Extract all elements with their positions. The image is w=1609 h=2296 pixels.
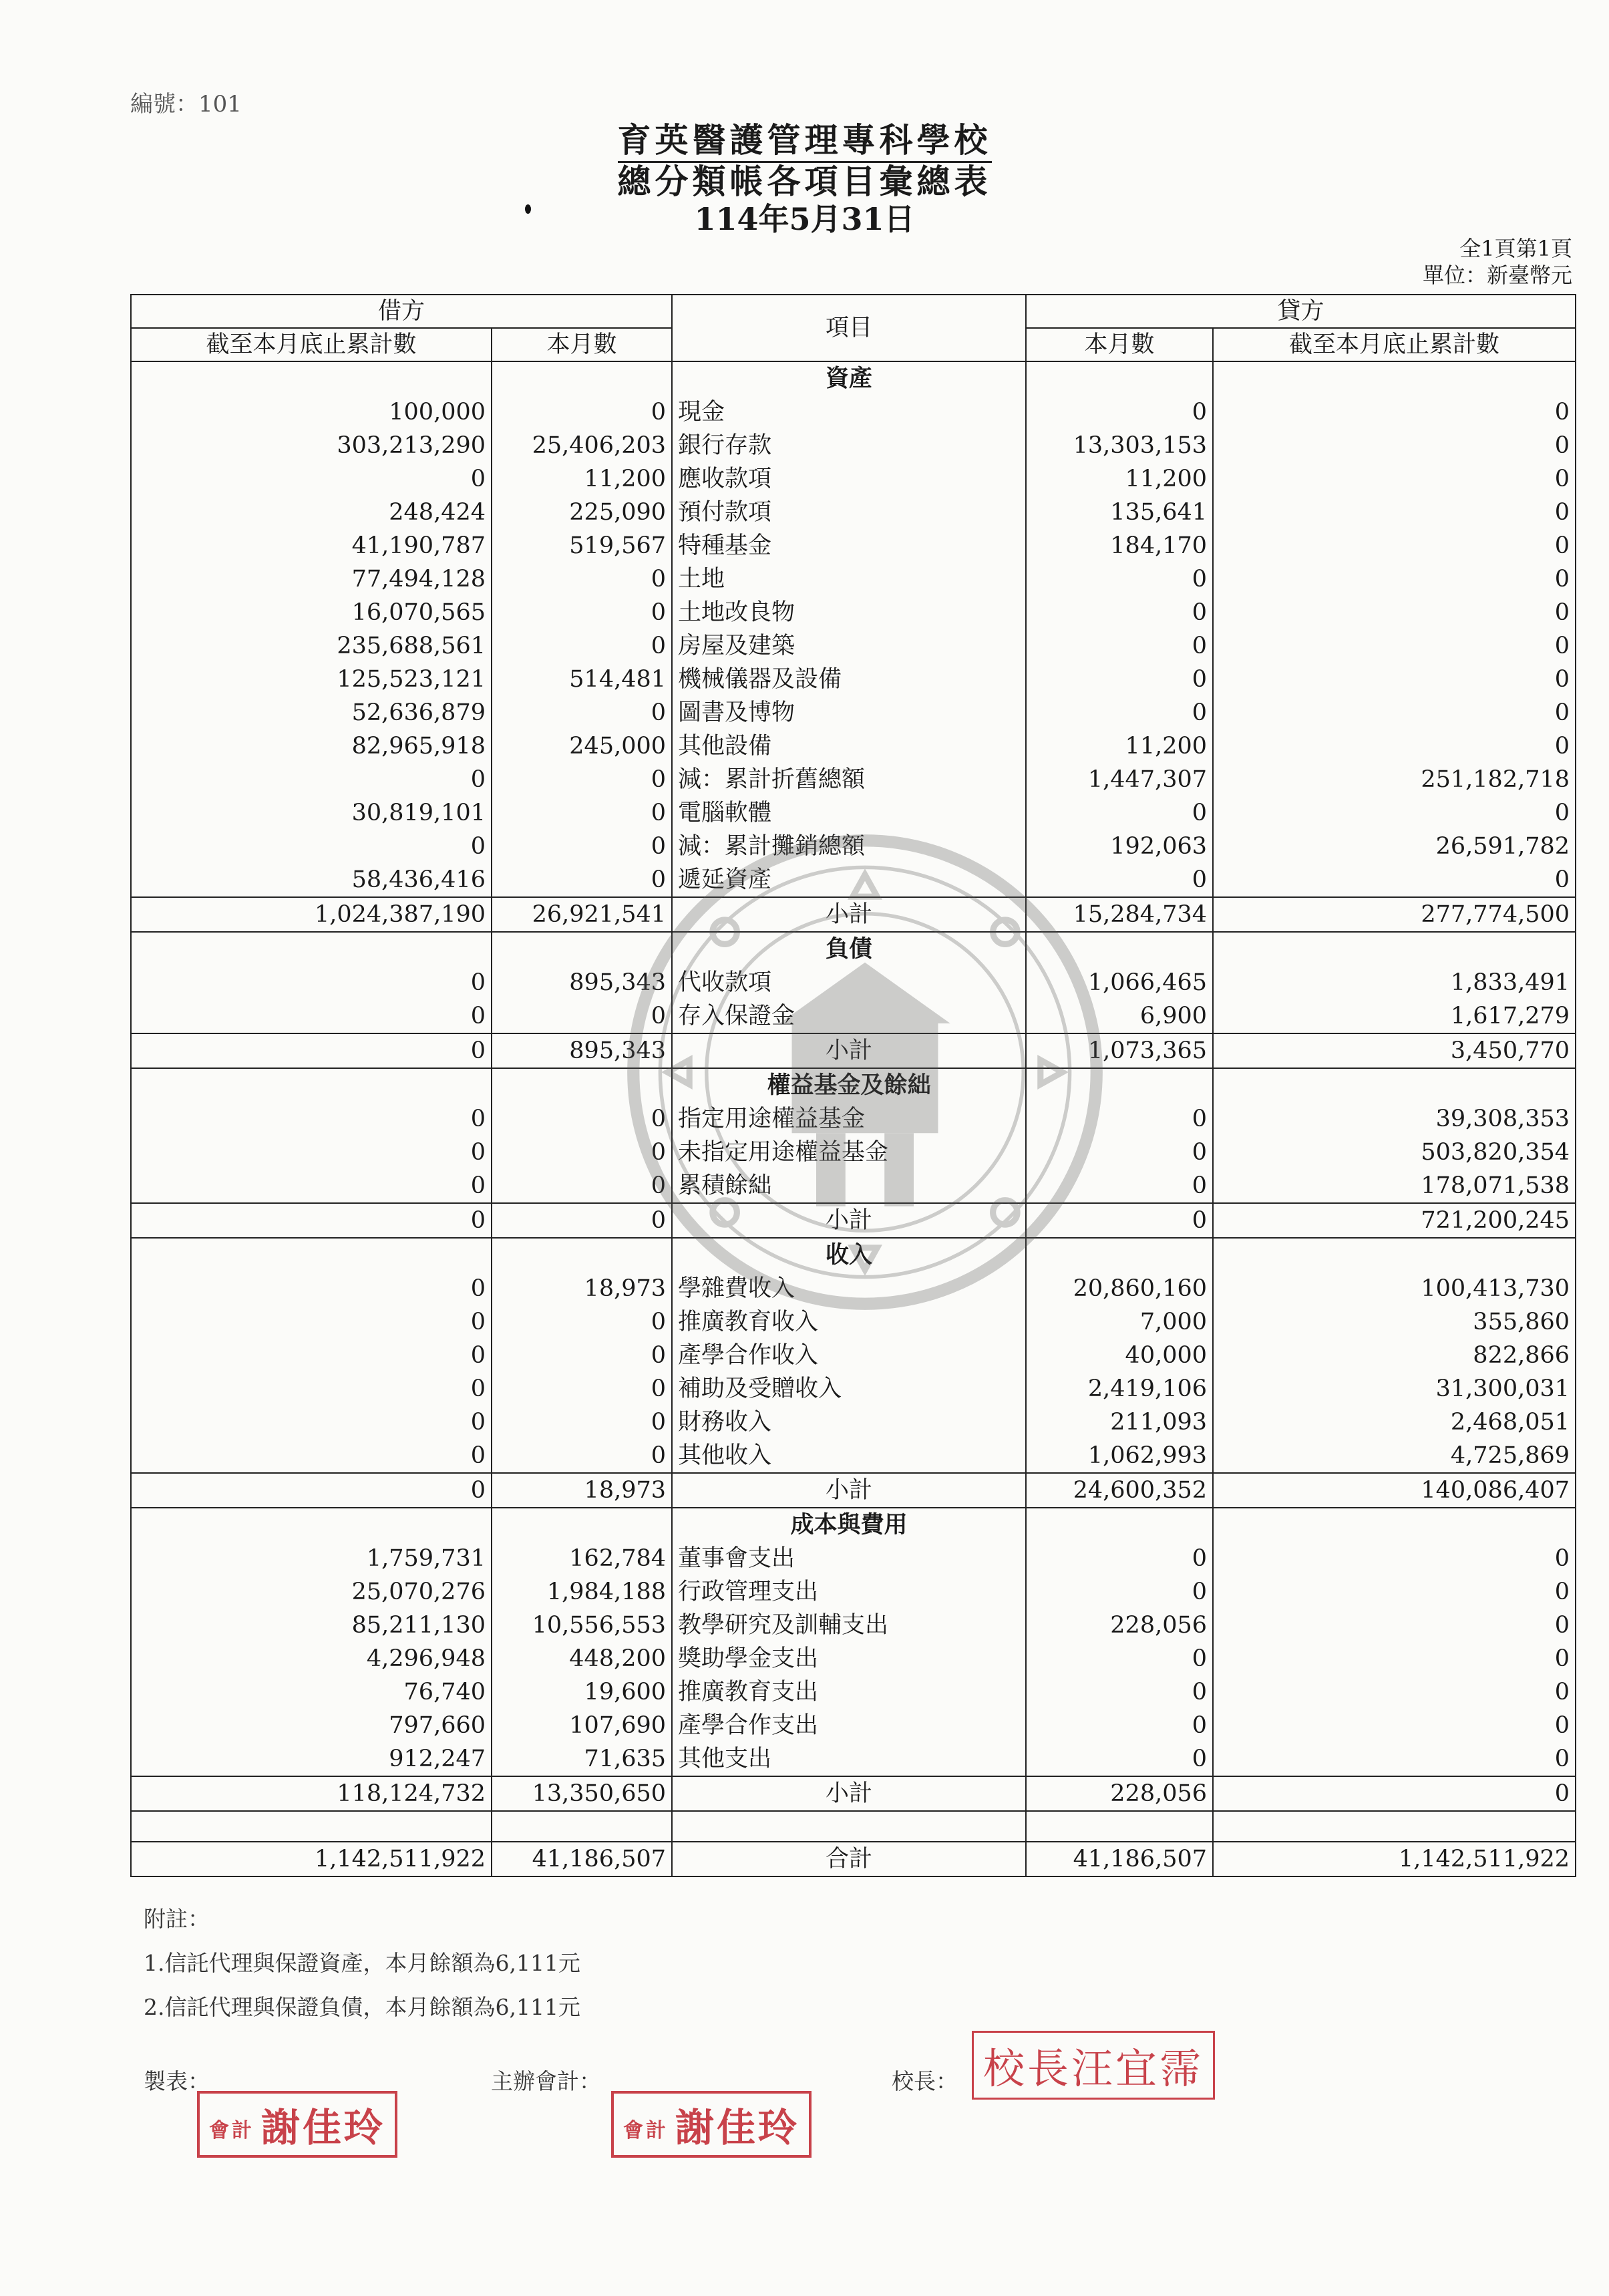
item-name: 應收款項: [672, 462, 1026, 496]
debit-monthly: 0: [492, 999, 672, 1033]
stamp-role: 會計: [209, 2119, 254, 2142]
credit-cumulative: 4,725,869: [1213, 1439, 1576, 1473]
debit-monthly: 25,406,203: [492, 429, 672, 462]
debit-cumulative: 16,070,565: [131, 596, 492, 629]
table-row: [131, 863, 1576, 897]
debit-monthly: 895,343: [492, 1033, 672, 1068]
debit-monthly: 0: [492, 1406, 672, 1439]
table-row: [131, 1609, 1576, 1642]
item-name: 小計: [672, 1033, 1026, 1068]
table-row: [131, 1542, 1576, 1575]
section-title: 收入: [672, 1238, 1026, 1272]
header-row-1: [131, 295, 1576, 328]
table-row: [131, 429, 1576, 462]
debit-cumulative: 0: [131, 1033, 492, 1068]
credit-cumulative: 31,300,031: [1213, 1372, 1576, 1406]
debit-cumulative: 77,494,128: [131, 562, 492, 596]
stamp-role: 會計: [623, 2119, 669, 2142]
table-row: [131, 596, 1576, 629]
credit-monthly: 0: [1026, 629, 1213, 663]
debit-monthly: 0: [492, 1169, 672, 1203]
item-name: 減：累計攤銷總額: [672, 830, 1026, 863]
credit-monthly: 0: [1026, 562, 1213, 596]
credit-cumulative: 0: [1213, 1642, 1576, 1675]
credit-cumulative: 0: [1213, 395, 1576, 429]
credit-cumulative: 0: [1213, 562, 1576, 596]
debit-monthly: 11,200: [492, 462, 672, 496]
credit-cumulative: 100,413,730: [1213, 1272, 1576, 1305]
item-name: 小計: [672, 1203, 1026, 1238]
credit-cumulative: 0: [1213, 1742, 1576, 1776]
credit-header: 貸方: [1026, 295, 1576, 328]
item-name: 推廣教育支出: [672, 1675, 1026, 1709]
credit-monthly: 135,641: [1026, 496, 1213, 529]
credit-monthly: 6,900: [1026, 999, 1213, 1033]
debit-cumulative: 912,247: [131, 1742, 492, 1776]
debit-monthly: 41,186,507: [492, 1842, 672, 1876]
debit-monthly: 0: [492, 696, 672, 729]
debit-monthly: 0: [492, 1305, 672, 1339]
credit-monthly: 228,056: [1026, 1609, 1213, 1642]
table-row: [131, 1339, 1576, 1372]
debit-cumulative: 0: [131, 763, 492, 796]
debit-monthly: 0: [492, 1339, 672, 1372]
credit-monthly: 0: [1026, 395, 1213, 429]
prepared-by-stamp: [197, 2091, 397, 2158]
subtotal-row: [131, 1033, 1576, 1068]
ledger-table: [130, 294, 1576, 1877]
credit-cumulative: 1,142,511,922: [1213, 1842, 1576, 1876]
item-name: 指定用途權益基金: [672, 1102, 1026, 1136]
page-info: [1423, 235, 1572, 289]
debit-cumulative: 85,211,130: [131, 1609, 492, 1642]
debit-cumulative: 248,424: [131, 496, 492, 529]
debit-monthly: 245,000: [492, 729, 672, 763]
item-name: 獎助學金支出: [672, 1642, 1026, 1675]
credit-cumulative: 1,833,491: [1213, 966, 1576, 999]
debit-monthly: 0: [492, 596, 672, 629]
item-name: 合計: [672, 1842, 1026, 1876]
credit-monthly: 211,093: [1026, 1406, 1213, 1439]
debit-cumulative: 303,213,290: [131, 429, 492, 462]
debit-cumulative: 82,965,918: [131, 729, 492, 763]
credit-cumulative: 0: [1213, 729, 1576, 763]
table-row: [131, 1709, 1576, 1742]
debit-monthly: 225,090: [492, 496, 672, 529]
credit-cumulative: 0: [1213, 1609, 1576, 1642]
credit-cumulative: 503,820,354: [1213, 1136, 1576, 1169]
table-row: [131, 496, 1576, 529]
principal-label: 校長：: [892, 2068, 958, 2094]
item-name: 圖書及博物: [672, 696, 1026, 729]
credit-cumulative: 0: [1213, 462, 1576, 496]
notes-label: 附註：: [144, 1906, 210, 1932]
credit-monthly: 0: [1026, 1542, 1213, 1575]
section-title: 成本與費用: [672, 1508, 1026, 1542]
total-row: [131, 1842, 1576, 1876]
debit-monthly: 162,784: [492, 1542, 672, 1575]
debit-cumulative: 0: [131, 1372, 492, 1406]
debit-monthly: 1,984,188: [492, 1575, 672, 1609]
credit-monthly: 0: [1026, 1136, 1213, 1169]
debit-monthly: 0: [492, 763, 672, 796]
credit-cumulative: 0: [1213, 863, 1576, 897]
table-row: [131, 1439, 1576, 1473]
credit-cumulative: 3,450,770: [1213, 1033, 1576, 1068]
credit-monthly: 24,600,352: [1026, 1473, 1213, 1508]
table-row: [131, 529, 1576, 562]
note-item: 2.信託代理與保證負債，本月餘額為6,111元: [144, 1994, 580, 2020]
credit-monthly: 40,000: [1026, 1339, 1213, 1372]
item-name: 銀行存款: [672, 429, 1026, 462]
credit-monthly: 0: [1026, 1675, 1213, 1709]
debit-cumulative: 76,740: [131, 1675, 492, 1709]
credit-cumulative: 0: [1213, 1542, 1576, 1575]
table-row: [131, 830, 1576, 863]
debit-cumulative: 0: [131, 1272, 492, 1305]
credit-monthly: 1,066,465: [1026, 966, 1213, 999]
table-row: [131, 796, 1576, 830]
credit-cumulative: 721,200,245: [1213, 1203, 1576, 1238]
report-title: 總分類帳各項目彙總表: [617, 162, 992, 201]
credit-monthly: 20,860,160: [1026, 1272, 1213, 1305]
credit-monthly: 0: [1026, 663, 1213, 696]
debit-cumulative: 52,636,879: [131, 696, 492, 729]
credit-monthly: 0: [1026, 1169, 1213, 1203]
credit-cumulative: 251,182,718: [1213, 763, 1576, 796]
credit-monthly: 0: [1026, 1575, 1213, 1609]
item-name: 遞延資產: [672, 863, 1026, 897]
debit-monthly: 13,350,650: [492, 1776, 672, 1811]
credit-monthly: 11,200: [1026, 462, 1213, 496]
item-name: 現金: [672, 395, 1026, 429]
item-name: 其他支出: [672, 1742, 1026, 1776]
credit-cumulative: 0: [1213, 696, 1576, 729]
debit-monthly: 519,567: [492, 529, 672, 562]
serial-number: 編號：101: [130, 91, 242, 118]
item-name: 未指定用途權益基金: [672, 1136, 1026, 1169]
blank-row: [131, 1811, 1576, 1842]
debit-cumulative: 0: [131, 1102, 492, 1136]
credit-cumulative: 0: [1213, 1776, 1576, 1811]
debit-monthly: 0: [492, 1136, 672, 1169]
credit-monthly: 0: [1026, 1102, 1213, 1136]
credit-cumulative: 355,860: [1213, 1305, 1576, 1339]
table-row: [131, 663, 1576, 696]
section-title: 負債: [672, 932, 1026, 966]
debit-monthly: 0: [492, 562, 672, 596]
page-number: 全1頁第1頁: [1459, 236, 1572, 261]
item-name: 其他設備: [672, 729, 1026, 763]
stamp-name: 謝佳玲: [675, 2105, 800, 2150]
credit-monthly: 11,200: [1026, 729, 1213, 763]
section-header-row: [131, 1068, 1576, 1102]
debit-monthly: 0: [492, 629, 672, 663]
debit-cumulative: 58,436,416: [131, 863, 492, 897]
credit-cumulative: 0: [1213, 796, 1576, 830]
item-name: 減：累計折舊總額: [672, 763, 1026, 796]
table-row: [131, 999, 1576, 1033]
debit-monthly: 0: [492, 1203, 672, 1238]
item-name: 推廣教育收入: [672, 1305, 1026, 1339]
item-name: 預付款項: [672, 496, 1026, 529]
table-row: [131, 562, 1576, 596]
table-row: [131, 1272, 1576, 1305]
item-name: 小計: [672, 897, 1026, 932]
item-name: 小計: [672, 1776, 1026, 1811]
item-name: 財務收入: [672, 1406, 1026, 1439]
section-header-row: [131, 1508, 1576, 1542]
section-header-row: [131, 1238, 1576, 1272]
item-name: 特種基金: [672, 529, 1026, 562]
credit-monthly: 13,303,153: [1026, 429, 1213, 462]
debit-monthly: 10,556,553: [492, 1609, 672, 1642]
section-header-row: [131, 932, 1576, 966]
notes: [144, 1897, 580, 2029]
scan-speck-mark: [525, 204, 531, 214]
debit-cumulative: 0: [131, 999, 492, 1033]
debit-monthly: 19,600: [492, 1675, 672, 1709]
subtotal-row: [131, 1776, 1576, 1811]
table-row: [131, 729, 1576, 763]
credit-monthly: 192,063: [1026, 830, 1213, 863]
credit-monthly: 41,186,507: [1026, 1842, 1213, 1876]
table-row: [131, 1675, 1576, 1709]
credit-cumulative: 26,591,782: [1213, 830, 1576, 863]
item-name: 小計: [672, 1473, 1026, 1508]
note-item: 1.信託代理與保證資產，本月餘額為6,111元: [144, 1950, 580, 1976]
debit-monthly: 107,690: [492, 1709, 672, 1742]
debit-cumulative: 0: [131, 1136, 492, 1169]
section-title: 資產: [672, 361, 1026, 395]
item-name: 產學合作支出: [672, 1709, 1026, 1742]
debit-monthly: 0: [492, 1372, 672, 1406]
item-name: 累積餘絀: [672, 1169, 1026, 1203]
item-name: 代收款項: [672, 966, 1026, 999]
debit-monthly: 0: [492, 796, 672, 830]
accountant-label: 主辦會計：: [491, 2068, 601, 2094]
debit-cumulative: 0: [131, 1305, 492, 1339]
debit-cumulative: 0: [131, 830, 492, 863]
debit-cumulative: 1,024,387,190: [131, 897, 492, 932]
debit-monthly: 18,973: [492, 1473, 672, 1508]
credit-cumulative: 0: [1213, 663, 1576, 696]
subtotal-row: [131, 1473, 1576, 1508]
debit-cumulative: 0: [131, 1439, 492, 1473]
table-row: [131, 966, 1576, 999]
credit-cumulative: 0: [1213, 596, 1576, 629]
debit-cumulative: 1,759,731: [131, 1542, 492, 1575]
debit-cumulative: 1,142,511,922: [131, 1842, 492, 1876]
item-name: 董事會支出: [672, 1542, 1026, 1575]
currency-unit: 單位：新臺幣元: [1422, 263, 1572, 288]
debit-monthly: 0: [492, 863, 672, 897]
credit-monthly: 0: [1026, 696, 1213, 729]
credit-cumulative: 2,468,051: [1213, 1406, 1576, 1439]
debit-monthly: 0: [492, 395, 672, 429]
credit-monthly: 1,062,993: [1026, 1439, 1213, 1473]
item-name: 教學研究及訓輔支出: [672, 1609, 1026, 1642]
table-row: [131, 629, 1576, 663]
item-name: 機械儀器及設備: [672, 663, 1026, 696]
item-name: 補助及受贈收入: [672, 1372, 1026, 1406]
debit-monthly: 0: [492, 1439, 672, 1473]
credit-monthly: 0: [1026, 596, 1213, 629]
table-row: [131, 1102, 1576, 1136]
credit-cumulative: 0: [1213, 629, 1576, 663]
debit-cumulative: 0: [131, 1406, 492, 1439]
item-name: 土地: [672, 562, 1026, 596]
principal-stamp: 校長汪宜霈: [972, 2031, 1215, 2100]
credit-monthly: 1,073,365: [1026, 1033, 1213, 1068]
credit-cumulative: 0: [1213, 1575, 1576, 1609]
item-name: 產學合作收入: [672, 1339, 1026, 1372]
table-row: [131, 1169, 1576, 1203]
debit-cumulative: 25,070,276: [131, 1575, 492, 1609]
debit-monthly: 71,635: [492, 1742, 672, 1776]
credit-monthly: 7,000: [1026, 1305, 1213, 1339]
debit-monthly-header: 本月數: [492, 328, 672, 361]
debit-cumulative: 0: [131, 1339, 492, 1372]
debit-monthly: 514,481: [492, 663, 672, 696]
credit-monthly: 2,419,106: [1026, 1372, 1213, 1406]
table-row: [131, 763, 1576, 796]
item-header: 項目: [672, 295, 1026, 361]
table-row: [131, 1305, 1576, 1339]
debit-cumulative: 0: [131, 966, 492, 999]
debit-cumulative: 797,660: [131, 1709, 492, 1742]
item-name: 行政管理支出: [672, 1575, 1026, 1609]
stamp-name: 謝佳玲: [261, 2105, 386, 2150]
credit-monthly: 15,284,734: [1026, 897, 1213, 932]
credit-cumulative: 1,617,279: [1213, 999, 1576, 1033]
table-row: [131, 1575, 1576, 1609]
item-name: 學雜費收入: [672, 1272, 1026, 1305]
debit-monthly: 0: [492, 830, 672, 863]
debit-cumulative: 125,523,121: [131, 663, 492, 696]
table-row: [131, 696, 1576, 729]
debit-cumulative: 0: [131, 1473, 492, 1508]
table-row: [131, 1642, 1576, 1675]
credit-cumulative: 0: [1213, 496, 1576, 529]
credit-cumulative: 0: [1213, 1709, 1576, 1742]
credit-monthly: 0: [1026, 1203, 1213, 1238]
debit-monthly: 0: [492, 1102, 672, 1136]
credit-cumulative: 0: [1213, 529, 1576, 562]
credit-monthly: 0: [1026, 1642, 1213, 1675]
debit-cumulative: 118,124,732: [131, 1776, 492, 1811]
debit-header: 借方: [131, 295, 672, 328]
credit-cumulative: 39,308,353: [1213, 1102, 1576, 1136]
debit-monthly: 448,200: [492, 1642, 672, 1675]
debit-monthly: 895,343: [492, 966, 672, 999]
debit-monthly: 26,921,541: [492, 897, 672, 932]
table-row: [131, 1372, 1576, 1406]
credit-cumulative: 277,774,500: [1213, 897, 1576, 932]
credit-monthly: 0: [1026, 1709, 1213, 1742]
school-name-text: 育英醫護管理專科學校: [618, 120, 992, 163]
section-title: 權益基金及餘絀: [672, 1068, 1026, 1102]
prepared-by-label: 製表：: [144, 2068, 210, 2094]
debit-cumulative: 0: [131, 1203, 492, 1238]
credit-monthly: 0: [1026, 863, 1213, 897]
item-name: 其他收入: [672, 1439, 1026, 1473]
debit-cumulative: 100,000: [131, 395, 492, 429]
table-row: [131, 1406, 1576, 1439]
credit-monthly: 184,170: [1026, 529, 1213, 562]
item-name: 房屋及建築: [672, 629, 1026, 663]
debit-cumulative-header: 截至本月底止累計數: [131, 328, 492, 361]
accountant-stamp: [611, 2091, 812, 2158]
credit-cumulative: 140,086,407: [1213, 1473, 1576, 1508]
table-row: [131, 1742, 1576, 1776]
credit-cumulative: 0: [1213, 1675, 1576, 1709]
credit-monthly: 0: [1026, 796, 1213, 830]
item-name: 土地改良物: [672, 596, 1026, 629]
subtotal-row: [131, 1203, 1576, 1238]
debit-cumulative: 4,296,948: [131, 1642, 492, 1675]
credit-cumulative: 822,866: [1213, 1339, 1576, 1372]
credit-monthly: 0: [1026, 1742, 1213, 1776]
section-header-row: [131, 361, 1576, 395]
report-date: 114年5月31日: [694, 201, 915, 237]
debit-cumulative: 235,688,561: [131, 629, 492, 663]
debit-cumulative: 0: [131, 462, 492, 496]
table-row: [131, 462, 1576, 496]
debit-cumulative: 41,190,787: [131, 529, 492, 562]
item-name: 電腦軟體: [672, 796, 1026, 830]
table-row: [131, 395, 1576, 429]
item-name: 存入保證金: [672, 999, 1026, 1033]
credit-monthly: 228,056: [1026, 1776, 1213, 1811]
credit-monthly: 1,447,307: [1026, 763, 1213, 796]
credit-monthly-header: 本月數: [1026, 328, 1213, 361]
debit-monthly: 18,973: [492, 1272, 672, 1305]
credit-cumulative: 178,071,538: [1213, 1169, 1576, 1203]
debit-cumulative: 30,819,101: [131, 796, 492, 830]
credit-cumulative-header: 截至本月底止累計數: [1213, 328, 1576, 361]
credit-cumulative: 0: [1213, 429, 1576, 462]
subtotal-row: [131, 897, 1576, 932]
table-row: [131, 1136, 1576, 1169]
debit-cumulative: 0: [131, 1169, 492, 1203]
